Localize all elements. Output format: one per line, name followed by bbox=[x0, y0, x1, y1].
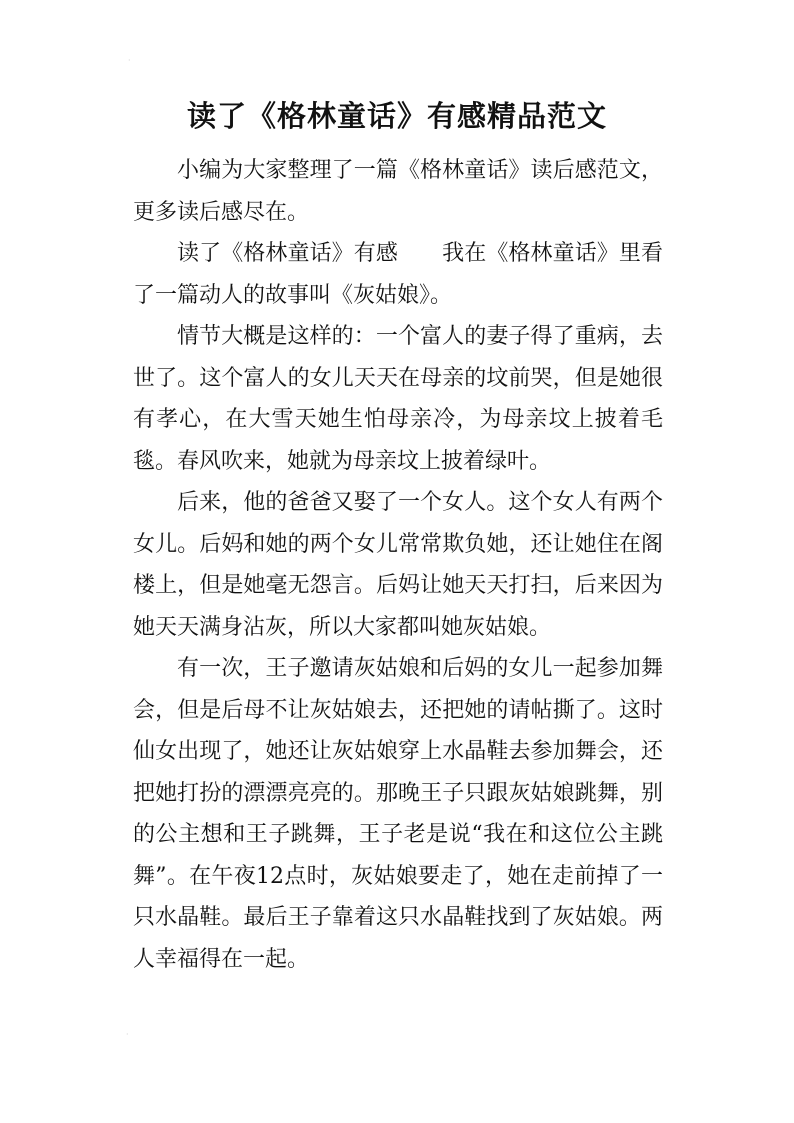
paragraph-stepmother: 后来，他的爸爸又娶了一个女人。这个女人有两个女儿。后妈和她的两个女儿常常欺负她，还让她住在阁楼上，但是她毫无怨言。后妈让她天天打扫，后来因为她天天满身沾灰，所以大家都叫她灰姑娘。 bbox=[133, 490, 663, 640]
paragraph-opening: 读了《格林童话》有感 我在《格林童话》里看了一篇动人的故事叫《灰姑娘》。 bbox=[133, 241, 663, 308]
paragraph-ball: 有一次，王子邀请灰姑娘和后妈的女儿一起参加舞会，但是后母不让灰姑娘去，还把她的请帖撕了。这时仙女出现了，她还让灰姑娘穿上水晶鞋去参加舞会，还把她打扮的漂漂亮亮的。那晚王子只跟灰姑娘跳舞，别的公主想和王子跳舞，王子老是说“我在和这位公主跳舞”。在午夜12点时，灰姑娘要走了，她在走前掉了一只水晶鞋。最后王子靠着这只水晶鞋找到了灰姑娘。两人幸福得在一起。 bbox=[133, 656, 663, 972]
paragraph-plot: 情节大概是这样的：一个富人的妻子得了重病，去世了。这个富人的女儿天天在母亲的坟前哭，但是她很有孝心，在大雪天她生怕母亲冷，为母亲坟上披着毛毯。春风吹来，她就为母亲坟上披着绿叶。 bbox=[133, 324, 663, 474]
paragraph-intro: 小编为大家整理了一篇《格林童话》读后感范文，更多读后感尽在。 bbox=[133, 158, 663, 225]
page-corner-mark-bottom: · bbox=[126, 1030, 129, 1039]
document-title: 读了《格林童话》有感精品范文 bbox=[186, 99, 607, 133]
page-corner-mark-top: · bbox=[128, 56, 131, 65]
document-body bbox=[133, 150, 663, 980]
